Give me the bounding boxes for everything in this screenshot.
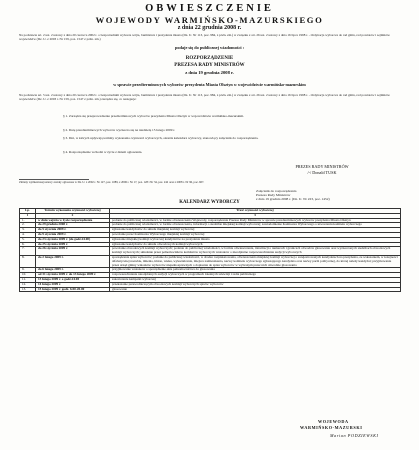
row-content: powołanie przez Komisarza Wyborczego miejskiej komisji wyborczej bbox=[110, 232, 401, 237]
row-number: 6. bbox=[20, 242, 36, 247]
section-4: § 4. Rozporządzenie wchodzi w życie z dniem ogłoszenia. bbox=[63, 150, 143, 154]
row-date: od 31 stycznia 2009 r. do 13 lutego 2009 r. bbox=[36, 273, 110, 278]
row-date: 15 lutego 2009 r. godz. 6.00-20.00 bbox=[36, 287, 110, 292]
row-date: do 5 stycznia 2009 r. bbox=[36, 228, 110, 233]
row-date: do 25 stycznia 2009 r. bbox=[36, 242, 110, 247]
row-date: do 6 lutego 2009 r. bbox=[36, 268, 110, 273]
row-content: podanie do publicznej wiadomości, w formie obwieszczenia Wojewody, rozporządzenia Prezesa Rady Ministrów w sprawie przedterminowych wyborów prezydenta Miasta Olsztyn bbox=[110, 218, 401, 223]
row-number: 5. bbox=[20, 237, 36, 242]
announcement: podaje się do publicznej wiadomości : bbox=[174, 45, 245, 50]
row-date: do 29 grudnia 2008 r. bbox=[36, 223, 110, 228]
row-date: w dniu wejścia w życie rozporządzenia bbox=[36, 218, 110, 223]
legal-basis: Na podstawie art. 2 ust. 2 ustawy z dnia 20 czerwca 2002 r. o bezpośrednim wyborze wójta, burmistrza i prezydenta miasta (Dz. U. Nr 113, poz. 984, z późn. zm.) w związku z art. 26 ust. 2 ustawy z dnia 16 lipca 1998 r. - Ordynacja wyborcza do rad gmin, rad powiatów i sejmików województw (Dz. U. z 2003 r. Nr 159, poz. 1547 z późn. zm.) bbox=[19, 33, 390, 41]
row-content: przyjmowanie wniosków o sporządzenie aktu pełnomocnictwa do głosowania bbox=[110, 268, 401, 273]
row-number: 7. bbox=[20, 247, 36, 256]
row-number: 8. bbox=[20, 255, 36, 267]
table-row bbox=[20, 287, 401, 292]
row-date: do 23 stycznia 2009 r. (do godz.24.00) bbox=[36, 237, 110, 242]
regulation-issuer: PREZESA RADY MINISTRÓW bbox=[174, 63, 245, 68]
row-date: do 26 stycznia 2009 r. bbox=[36, 247, 110, 256]
row-content: zgłaszanie kandydatów do składu obwodowych komisji wyborczych bbox=[110, 242, 401, 247]
row-number: 9. bbox=[20, 268, 36, 273]
row-number: 13. bbox=[20, 287, 36, 292]
issuer-title: WOJEWODY WARMIŃSKO-MAZURSKIEGO bbox=[95, 15, 324, 25]
row-content: sporządzenie spisu wyborców; podanie do publicznej wiadomości, w drodze rozplakatowania, obwieszczenia miejskiej komisji wyborczej o zarejestrowanych kandydatach na prezydenta, ze wskazaniem, w kolejności alfabetycznej nazwisk, imienia, imion, wieku, wykształcenia, miejsca zamieszkania, nazwy komitetu wyborczego zgłaszającego kandydata oraz nazwy partii politycznej, do której należy kandydat; przyjmowanie przez urząd gminy wniosków wyborców niepełnosprawnych o dopisanie do spisu wyborców w wybranym przez nich obwodzie głosowania bbox=[110, 255, 401, 267]
annex-line-2: Prezesa Rady Ministrów bbox=[256, 193, 291, 197]
issue-date: z dnia 22 grudnia 2008 r. bbox=[177, 25, 242, 31]
election-calendar-table bbox=[19, 208, 401, 292]
row-number: 12. bbox=[20, 282, 36, 287]
signature-name: /-/ Donald TUSK bbox=[307, 170, 337, 175]
row-content: głosowanie bbox=[110, 287, 401, 292]
footnote: Zmiany wymienionej ustawy zostały ogłoszone w Dz. U. z 2002 r. Nr 127, poz. 1089, z 2006 r. Nr 17, poz. 128 i Nr 34, poz. 242 oraz z 2008 r. Nr 96, poz. 607. bbox=[19, 180, 205, 184]
calendar-title: KALENDARZ WYBORCZY bbox=[179, 200, 240, 205]
row-date: do 2 lutego 2009 r. bbox=[36, 255, 110, 267]
regulation-subject: w sprawie przedterminowych wyborów prezydenta Miasta Olsztyn w województwie warmińsko-mazurskim bbox=[113, 82, 306, 87]
row-number: 11. bbox=[20, 277, 36, 282]
regulation-date: z dnia 19 grudnia 2008 r. bbox=[185, 70, 234, 75]
row-content: powołanie obwodowych komisji wyborczych; podanie do publicznej wiadomości, w formie obwieszczenia, informacji o numerach i granicach obwodów głosowania oraz wyznaczonych siedzibach obwodowych komisji wyborczych; składanie przez pełnomocników komitetów wyborczych wniosków o nieodpłatne rozpowszechnianie audycji wyborczych bbox=[110, 247, 401, 256]
row-number: 2. bbox=[20, 223, 36, 228]
row-content: podanie do publicznej wiadomości, w formie obwieszczenia, informacji o siedzibie miejskiej komisji wyborczej; zawiadomienie Komisarza Wyborczego o utworzeniu komitetu wyborczego bbox=[110, 223, 401, 228]
row-date: 14 lutego 2009 r. bbox=[36, 282, 110, 287]
row-date: do 9 stycznia 2009 r. bbox=[36, 232, 110, 237]
row-content: rozpowszechnianie nieodpłatnych audycji wyborczych w programach lokalnych telewizji i radia publicznego bbox=[110, 273, 401, 278]
stamp-line-1: WOJEWODA bbox=[318, 419, 349, 424]
column-number: 3 bbox=[110, 213, 401, 218]
column-header-lp: Lp. bbox=[20, 209, 36, 214]
row-number: 3. bbox=[20, 228, 36, 233]
regulation-basis: Na podstawie art. 5 ust. 2 ustawy z dnia 20 czerwca 2002 r. o bezpośrednim wyborze wójta, burmistrza i prezydenta miasta (Dz. U. Nr 113, poz. 984, z późn. zm.) w związku z art. 26 ust. 2 ustawy z dnia 16 lipca 1998 r. - Ordynacja wyborcza do rad gmin, rad powiatów i sejmików województw (Dz. U. z 2003 r. Nr 159, poz. 1547 z późn. zm.) zarządza się, co następuje: bbox=[19, 93, 390, 101]
annex-line-1: Załącznik do rozporządzenia bbox=[256, 189, 297, 193]
row-number: 10. bbox=[20, 273, 36, 278]
signature-role: PREZES RADY MINISTRÓW bbox=[295, 164, 349, 169]
column-number: 2 bbox=[36, 213, 110, 218]
column-header-date: Termin wykonania czynności wyborczej bbox=[36, 209, 110, 214]
section-3: § 3. Dni, w których upływają terminy wykonania czynności wyborczych, określa kalendarz wyborczy, stanowiący załącznik do rozporządzenia. bbox=[63, 136, 259, 140]
row-number: 1. bbox=[20, 218, 36, 223]
row-content: zgłaszanie kandydatów do składu miejskiej komisji wyborczej bbox=[110, 228, 401, 233]
row-content: zakończenie kampanii wyborczej bbox=[110, 277, 401, 282]
column-number: 1 bbox=[20, 213, 36, 218]
row-content: zgłaszanie miejskiej komisji wyborczej kandydatów na prezydenta miasta bbox=[110, 237, 401, 242]
column-header-content: Treść czynności wyborczej bbox=[110, 209, 401, 214]
table-row bbox=[20, 255, 401, 267]
row-content: przekazanie przewodniczącym obwodowych komisji wyborczych spisów wyborców bbox=[110, 282, 401, 287]
stamp-line-2: WARMIŃSKO-MAZURSKI bbox=[300, 425, 363, 430]
page-title: OBWIESZCZENIE bbox=[145, 3, 274, 14]
stamp-name: Marian PODZIEWSKI bbox=[330, 433, 379, 438]
row-number: 4. bbox=[20, 232, 36, 237]
section-1: § 1. Zarządza się przeprowadzenie przedterminowych wyborów prezydenta Miasta Olsztyn w województwie warmińsko-mazurskim. bbox=[63, 114, 244, 118]
section-2: § 2. Datę przedterminowych wyborów wyznacza się na niedzielę 15 lutego 2009 r. bbox=[63, 128, 176, 132]
row-date: 13 lutego 2009 r. o godz.24.00 bbox=[36, 277, 110, 282]
annex-line-3: z dnia 19 grudnia 2008 r. (Dz. U. Nr 223, poz. 1452) bbox=[256, 197, 330, 201]
regulation-title: ROZPORZĄDZENIE bbox=[185, 56, 234, 61]
